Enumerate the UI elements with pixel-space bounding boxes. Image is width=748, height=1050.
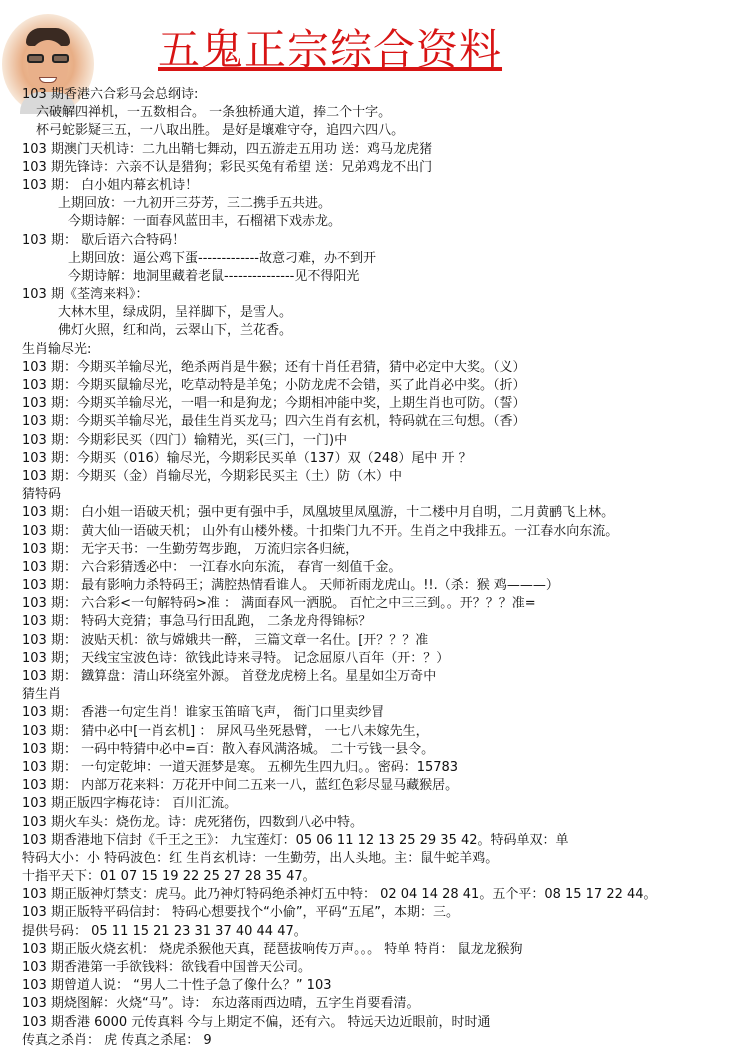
- page-title: 五鬼正宗综合资料: [158, 25, 503, 74]
- text-line: 猜生肖: [22, 687, 62, 703]
- text-line: 103 期烧图解：火烧“马”。诗： 东边落雨西边晴，五字生肖要看清。: [22, 996, 420, 1012]
- text-line: 大林木里，绿成阴，呈祥脚下，是雪人。: [58, 305, 293, 321]
- text-line: 上期回放：逼公鸡下蛋-------------故意刁难，办不到开: [68, 250, 376, 266]
- text-line: 103 期： 一码中特猜中必中=百：散入春风满洛城。 二十亏钱一县令。: [22, 741, 435, 757]
- text-line: 103 期：今期彩民买（四门）输精光，买(三门，一门)中: [22, 432, 348, 448]
- text-line: 103 期： 香港一句定生肖！谁家玉笛暗飞声， 衙门口里卖纱冒: [22, 705, 385, 721]
- text-line: 103 期： 波贴天机：欲与嫦娥共一醉， 三篇文章一名仕。[开？？？准: [22, 632, 429, 648]
- text-line: 103 期： 黄大仙一语破天机； 山外有山楼外楼。十扣柴门九不开。生肖之中我排五。一江春水向东流。: [22, 523, 619, 539]
- text-line: 103 期： 歇后语六合特码！: [22, 232, 186, 248]
- text-line: 传真之杀肖： 虎 传真之杀尾： 9: [22, 1032, 212, 1048]
- text-line: 103 期正版火烧玄机： 烧虎杀猴他天真，琵琶拔响传万声。。。 特单 特肖： 鼠龙龙猴狗: [22, 941, 523, 957]
- text-line: 103 期： 内部万花来料：万花开中间二五来一八，蓝红色彩尽显马藏猴居。: [22, 778, 459, 794]
- text-line: 103 期： 最有影响力杀特码王；满腔热情看谁人。 天师祈雨龙虎山。!!.（杀：猴 鸡———）: [22, 578, 559, 594]
- text-line: 103 期香港六合彩马会总纲诗:: [22, 87, 199, 102]
- text-line: 103 期：今期买羊输尽光，最佳生肖买龙马；四六生肖有玄机，特码就在三句想。（香）: [22, 414, 526, 430]
- text-line: 103 期香港 6000 元传真料 今与上期定不偏，还有六。 特远天边近眼前，时时通: [22, 1014, 491, 1030]
- text-line: 猜特码: [22, 487, 62, 503]
- text-line: 103 期： 特码大竞猜；事急马行田乱跑， 二条龙舟得锦标？: [22, 614, 372, 630]
- text-line: 103 期火车头：烧伤龙。诗：虎死猪伤，四数到八必中特。: [22, 814, 363, 830]
- text-line: 103 期：今期买羊输尽光，一唱一和是狗龙；今期相冲能中奖，上期生肖也可防。（誓）: [22, 396, 526, 412]
- text-line: 103 期： 白小姐一语破天机；强中更有强中手，凤凰坡里凤凰游，十二楼中月自明，二月黄鹂飞上林。: [22, 505, 615, 521]
- text-line: 杯弓蛇影疑三五，一八取出胜。 是好是壤难守夺，追四六四八。: [36, 123, 405, 139]
- text-line: 103 期先锋诗：六亲不认是猎狗；彩民买兔有希望 送：兄弟鸡龙不出门: [22, 159, 433, 175]
- text-line: 103 期： 无字天书：一生勤劳驾步跑， 万流归宗各归統，: [22, 541, 359, 557]
- text-line: 生肖输尽光:: [22, 341, 92, 357]
- text-line: 103 期； 天线宝宝波色诗：欲钱此诗来寻特。 记念屈原八百年（开：？）: [22, 650, 450, 666]
- text-line: 103 期：今期买（金）肖输尽光，今期彩民买主（土）防（木）中: [22, 468, 402, 484]
- text-line: 103 期香港第一手欲钱料：欲钱看中国普天公司。: [22, 960, 311, 975]
- text-line: 103 期《荃湾来料》：: [22, 287, 149, 303]
- text-line: 今期诗解：一面春风蓝田丰，石榴裙下戏赤龙。: [68, 214, 342, 230]
- text-line: 103 期： 一句定乾坤：一道天涯梦是寒。 五柳先生四九归。。密码：15783: [22, 759, 459, 775]
- text-line: 103 期正版特平码信封： 特码心想要找个“小偷”，平码“五尾”，本期：三。: [22, 905, 460, 921]
- text-line: 特码大小：小 特码波色：红 生肖玄机诗：一生勤劳，出人头地。主：鼠牛蛇羊鸡。: [22, 850, 499, 866]
- text-line: 十指平天下：01 07 15 19 22 25 27 28 35 47。: [22, 869, 316, 885]
- document-body: [22, 86, 746, 1050]
- text-line: 103 期：今期买羊输尽光，绝杀两肖是牛猴；还有十肖任君猜，猜中必定中大奖。（义）: [22, 359, 526, 375]
- text-line: 103 期： 六合彩猜透必中： 一江春水向东流， 春宵一刻值千金。: [22, 559, 402, 575]
- text-line: 佛灯火照，红和尚，云翠山下，兰花香。: [58, 323, 293, 339]
- text-line: 六破解四禅机，一五数相合。 一条独桥通大道，捧二个十字。: [36, 105, 392, 121]
- text-line: 103 期： 白小姐内幕玄机诗！: [22, 177, 199, 193]
- text-line: 提供号码： 05 11 15 21 23 31 37 40 44 47。: [22, 923, 307, 939]
- sunglasses-icon: [27, 54, 69, 64]
- text-line: 103 期澳门天机诗：二九出鞘七舞动，四五游走五用功 送：鸡马龙虎猪: [22, 141, 433, 157]
- text-line: 103 期正版神灯禁支：虎马。此乃神灯特码绝杀神灯五中特： 02 04 14 28 41。五个平：08 15 17 22 44。: [22, 887, 657, 903]
- text-line: 今期诗解：地洞里藏着老鼠---------------见不得阳光: [68, 268, 360, 284]
- text-line: 103 期： 六合彩<一句解特码>准 ： 满面春风一洒脱。 百忙之中三三到。。开？？？准=: [22, 596, 536, 612]
- text-line: 103 期曾道人说： “男人二十性子急了像什么？” 103: [22, 978, 332, 994]
- text-line: 上期回放：一九初开三芬芳，三二携手五共进。: [58, 196, 332, 212]
- text-line: 103 期：今期买（016）输尽光，今期彩民买单（137）双（248）尾中 开 ？: [22, 450, 472, 466]
- text-line: 103 期： 猜中必中[一肖玄机] ： 屏风马坐死悬臂， 一七八未嫁先生，: [22, 723, 429, 739]
- text-line: 103 期香港地下信封《千王之王》： 九宝莲灯：05 06 11 12 13 25 29 35 42。特码单双：单: [22, 832, 569, 848]
- text-line: 103 期： 鐡算盘：清山环绕室外源。 首登龙虎榜上名。星星如尘万奇中: [22, 669, 437, 684]
- text-line: 103 期：今期买鼠输尽光，吃草动特是羊兔；小防龙虎不会错，买了此肖必中奖。（折）: [22, 378, 526, 393]
- text-line: 103 期正版四字梅花诗： 百川汇流。: [22, 796, 238, 812]
